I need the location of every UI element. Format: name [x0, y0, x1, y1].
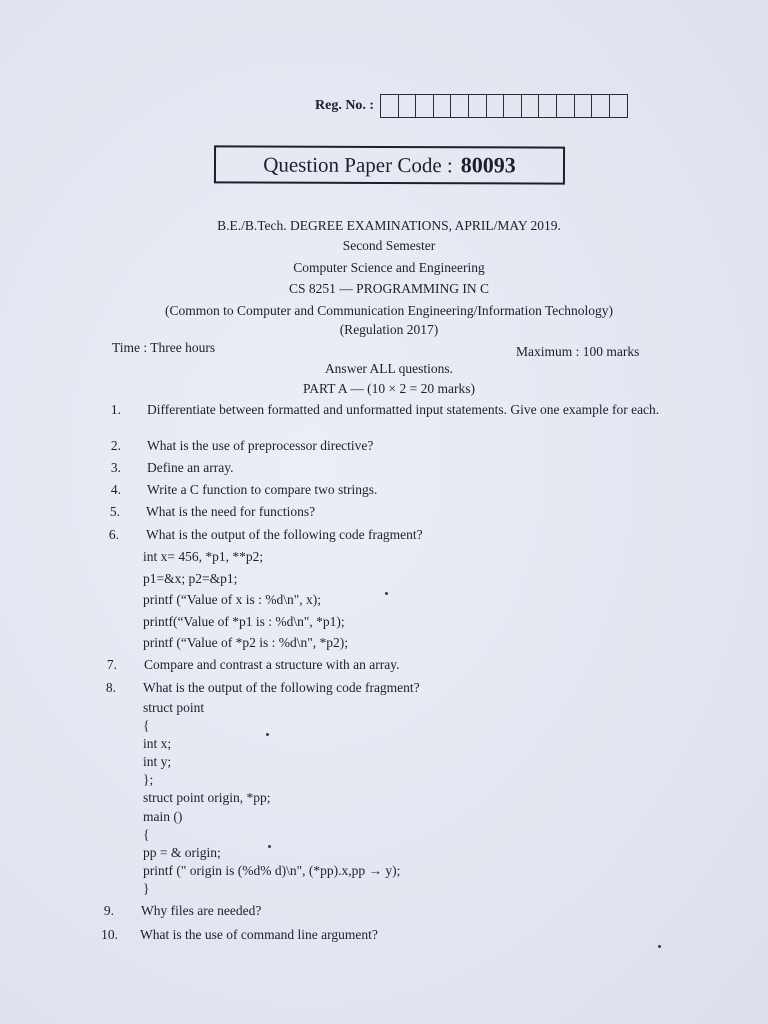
- course-title: CS 8251 — PROGRAMMING IN C: [289, 281, 489, 296]
- code-line: printf(“Value of *p1 is : %d\n", *p1);: [143, 613, 345, 629]
- reg-no-digit-box: [469, 95, 487, 117]
- code-line: printf (“Value of *p2 is : %d\n", *p2);: [143, 635, 348, 650]
- code-line: int y;: [143, 754, 172, 770]
- reg-no-boxes: [380, 94, 628, 118]
- reg-no-digit-box: [557, 95, 575, 117]
- question-paper-code-label: Question Paper Code :: [263, 152, 453, 177]
- question-text: Why files are needed?: [141, 903, 262, 918]
- question-number: 1.: [110, 402, 121, 417]
- reg-no-label: Reg. No. :: [315, 98, 375, 113]
- code-line: int x;: [143, 736, 172, 752]
- question-number: 10.: [101, 927, 118, 942]
- reg-no-digit-box: [399, 95, 417, 117]
- code-line: {: [143, 718, 150, 734]
- reg-no-digit-box: [434, 95, 452, 117]
- reg-no-digit-box: [539, 95, 557, 117]
- semester: Second Semester: [342, 238, 436, 253]
- reg-no-digit-box: [504, 95, 522, 117]
- reg-no-digit-box: [381, 95, 399, 117]
- question-number: 6.: [108, 527, 119, 542]
- reg-no-digit-box: [487, 95, 505, 117]
- exam-duration: Time : Three hours: [112, 340, 216, 355]
- question-number: 5.: [109, 504, 120, 519]
- reg-no-digit-box: [451, 95, 469, 117]
- question-text: What is the use of preprocessor directive?: [147, 438, 374, 453]
- question-text: Differentiate between formatted and unformatted input statements. Give one example for each.: [147, 402, 660, 417]
- reg-no-digit-box: [610, 95, 628, 117]
- code-line: main (): [143, 808, 183, 824]
- common-to: (Common to Computer and Communication Engineering/Information Technology): [165, 303, 613, 318]
- question-text: Define an array.: [147, 460, 234, 475]
- code-line: struct point origin, *pp;: [143, 790, 271, 806]
- question-text: What is the use of command line argument?: [140, 927, 378, 942]
- reg-no-digit-box: [592, 95, 610, 117]
- speck: [268, 845, 271, 848]
- question-text: Compare and contrast a structure with an array.: [144, 657, 400, 672]
- code-fragment-q8: [143, 699, 400, 898]
- code-line: p1=&x; p2=&p1;: [143, 570, 238, 586]
- department: Computer Science and Engineering: [293, 260, 485, 275]
- part-heading: PART A — (10 × 2 = 20 marks): [303, 381, 475, 396]
- code-line: printf (" origin is (%d% d)\n", (*pp).x,pp → y);: [143, 862, 401, 878]
- speck: [658, 945, 661, 948]
- reg-no-digit-box: [575, 95, 593, 117]
- exam-title: B.E./B.Tech. DEGREE EXAMINATIONS, APRIL/MAY 2019.: [217, 218, 561, 233]
- question-text: What is the need for functions?: [146, 504, 316, 519]
- instruction: Answer ALL questions.: [324, 361, 454, 376]
- question-paper-code-value: 80093: [460, 152, 516, 178]
- speck: [266, 733, 269, 736]
- question-number: 9.: [103, 903, 114, 918]
- question-number: 3.: [110, 460, 121, 475]
- question-number: 7.: [106, 657, 117, 672]
- question-text: What is the output of the following code fragment?: [146, 527, 423, 542]
- code-line: pp = & origin;: [143, 844, 221, 860]
- regulation: (Regulation 2017): [339, 322, 439, 337]
- code-line: {: [143, 826, 150, 842]
- maximum-marks: Maximum : 100 marks: [516, 344, 640, 359]
- reg-no-digit-box: [522, 95, 540, 117]
- reg-no-field: [315, 94, 628, 118]
- speck: [385, 592, 388, 595]
- question-number: 4.: [110, 482, 121, 497]
- code-line: int x= 456, *p1, **p2;: [143, 549, 264, 564]
- question-number: 2.: [110, 438, 121, 453]
- code-line: }: [143, 880, 150, 896]
- question-text: Write a C function to compare two strings.: [147, 482, 378, 497]
- question-paper-code-box: [214, 145, 565, 184]
- code-line: struct point: [143, 700, 205, 715]
- reg-no-digit-box: [416, 95, 434, 117]
- code-line: printf (“Value of x is : %d\n", x);: [143, 592, 321, 607]
- question-number: 8.: [105, 680, 116, 695]
- code-fragment-q6: [143, 546, 348, 654]
- code-line: };: [143, 772, 154, 788]
- question-text: What is the output of the following code fragment?: [143, 680, 420, 695]
